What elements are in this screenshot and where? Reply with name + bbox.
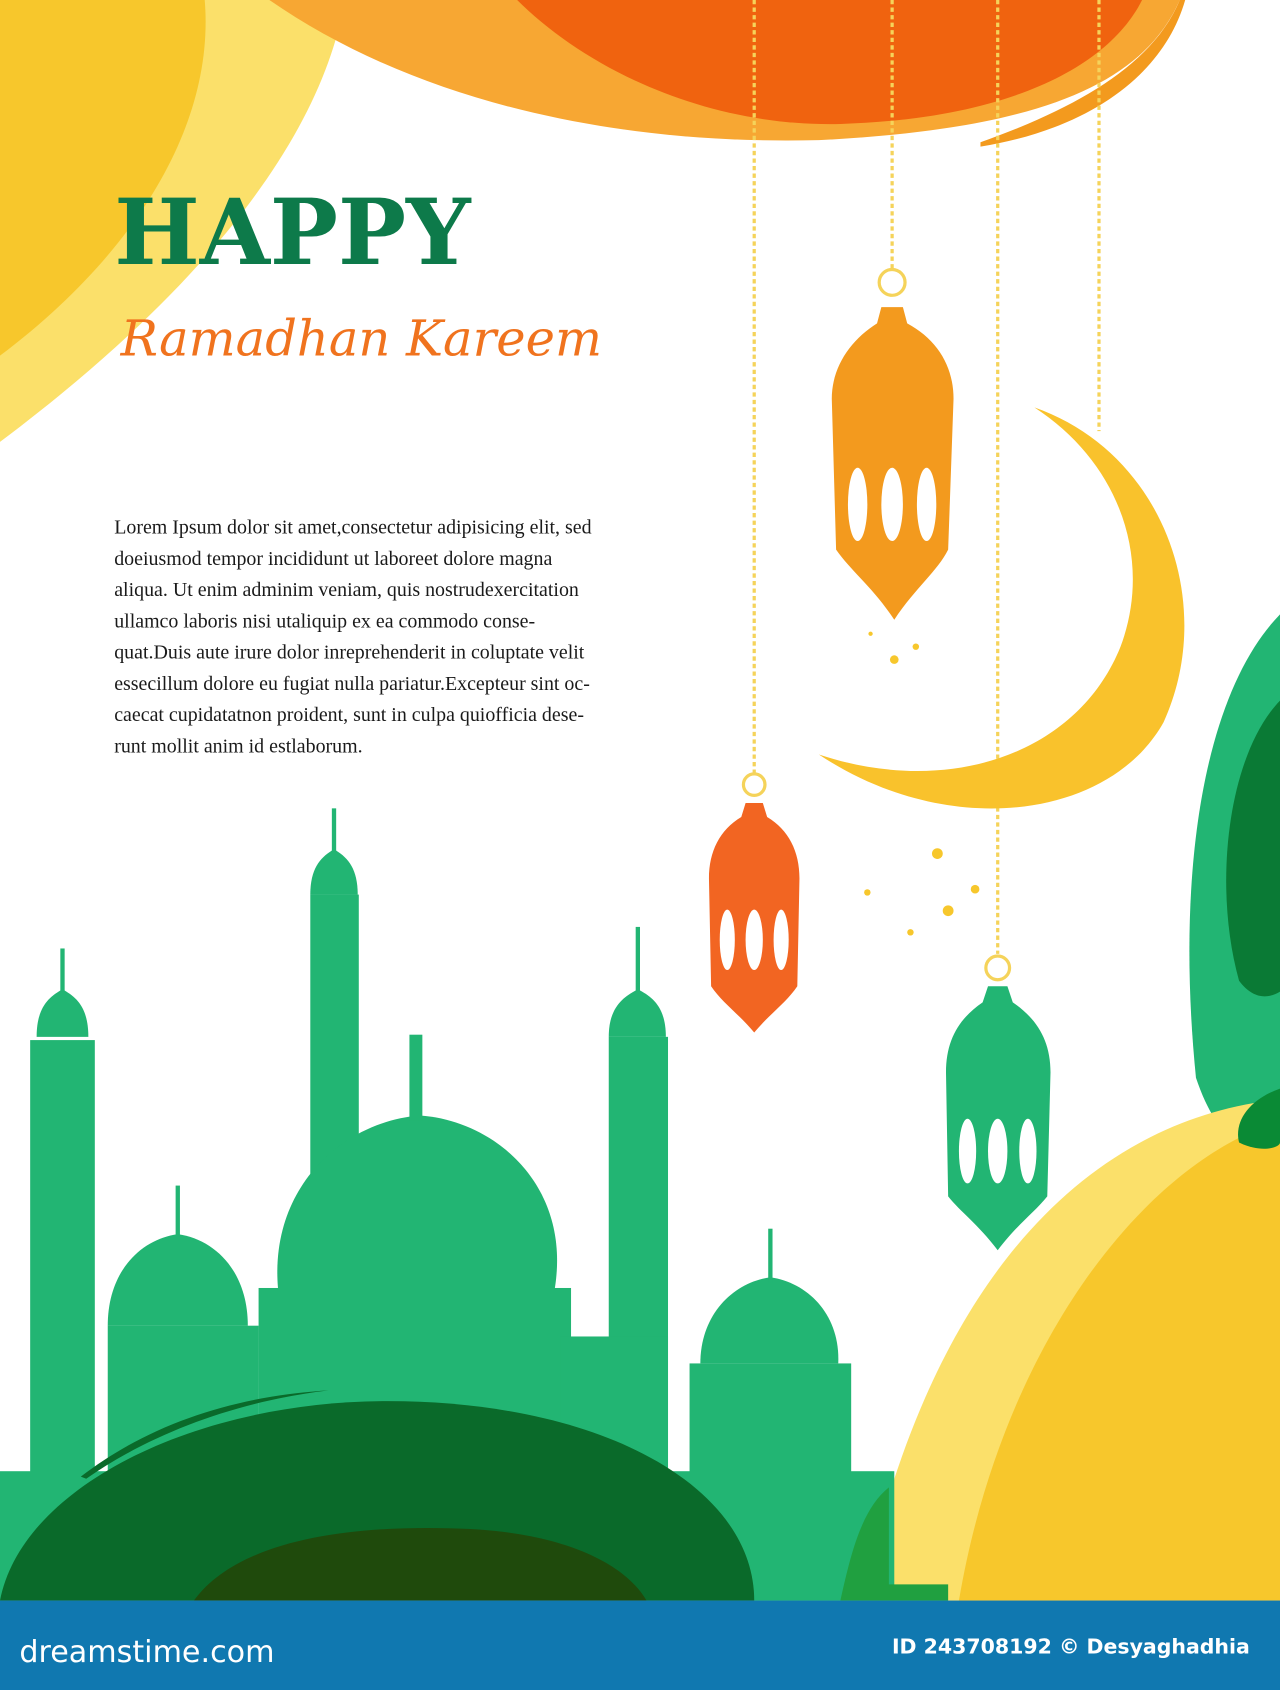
- orange-lantern-icon: [832, 269, 954, 619]
- body-line: runt mollit anim id estlaborum.: [114, 735, 363, 758]
- red-lantern-icon: [709, 774, 800, 1033]
- image-credit: ID 243708192 © Desyaghadhia: [891, 1634, 1250, 1659]
- body-line: ullamco laboris nisi utaliquip ex ea commodo conse-: [114, 610, 536, 633]
- dreamstime-logo[interactable]: dreamstime.com: [19, 1634, 275, 1670]
- body-line: aliqua. Ut enim adminim veniam, quis nostrudexercitation: [114, 579, 579, 602]
- subtitle-ramadhan-kareem: Ramadhan Kareem: [120, 309, 602, 368]
- body-line: doeiusmod tempor incididunt ut laboreet dolore magna: [114, 547, 553, 570]
- title-happy: HAPPY: [114, 180, 471, 287]
- green-lantern-icon: [946, 956, 1051, 1250]
- body-line: essecillum dolore eu fugiat nulla pariatur.Excepteur sint oc-: [114, 672, 590, 695]
- body-paragraph: [114, 517, 591, 758]
- body-line: caecat cupidatatnon proident, sunt in culpa quiofficia dese-: [114, 704, 584, 727]
- body-line: quat.Duis aute irure dolor inreprehenderit in coluptate velit: [114, 641, 585, 664]
- body-line: Lorem Ipsum dolor sit amet,consectetur adipisicing elit, sed: [114, 516, 592, 539]
